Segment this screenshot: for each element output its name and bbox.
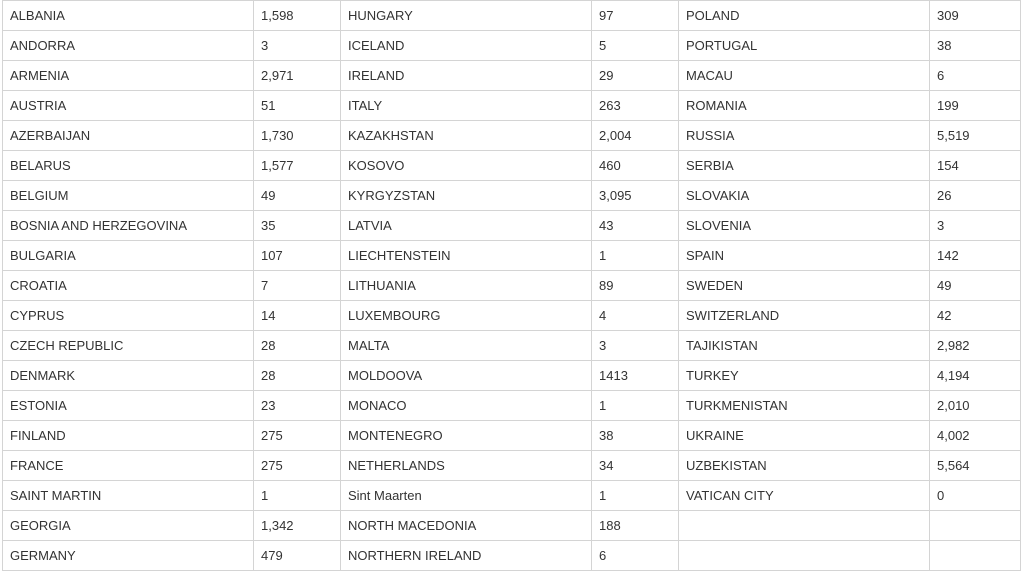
value-cell: 1 [592, 391, 679, 421]
country-cell: BOSNIA AND HERZEGOVINA [3, 211, 254, 241]
value-cell: 23 [254, 391, 341, 421]
value-cell: 38 [930, 31, 1021, 61]
value-cell: 188 [592, 511, 679, 541]
country-cell: IRELAND [341, 61, 592, 91]
country-cell: CYPRUS [3, 301, 254, 331]
table-row [3, 511, 1021, 541]
country-cell: Sint Maarten [341, 481, 592, 511]
country-cell: KAZAKHSTAN [341, 121, 592, 151]
country-cell: MACAU [679, 61, 930, 91]
table-row [3, 151, 1021, 181]
table-row [3, 331, 1021, 361]
table-row [3, 421, 1021, 451]
country-cell: ANDORRA [3, 31, 254, 61]
country-cell: AZERBAIJAN [3, 121, 254, 151]
value-cell: 1 [254, 481, 341, 511]
table-row [3, 121, 1021, 151]
value-cell: 309 [930, 1, 1021, 31]
country-cell: LIECHTENSTEIN [341, 241, 592, 271]
value-cell: 43 [592, 211, 679, 241]
country-cell: TURKEY [679, 361, 930, 391]
country-cell: BELGIUM [3, 181, 254, 211]
country-cell: ALBANIA [3, 1, 254, 31]
table-row [3, 241, 1021, 271]
country-cell: FINLAND [3, 421, 254, 451]
table-row [3, 541, 1021, 571]
table-row [3, 1, 1021, 31]
value-cell: 89 [592, 271, 679, 301]
country-cell: CROATIA [3, 271, 254, 301]
country-cell: CZECH REPUBLIC [3, 331, 254, 361]
value-cell: 28 [254, 361, 341, 391]
table-row [3, 181, 1021, 211]
country-cell: NETHERLANDS [341, 451, 592, 481]
value-cell: 6 [592, 541, 679, 571]
value-cell: 14 [254, 301, 341, 331]
value-cell: 97 [592, 1, 679, 31]
table-row [3, 391, 1021, 421]
value-cell: 29 [592, 61, 679, 91]
country-cell: ESTONIA [3, 391, 254, 421]
value-cell: 49 [930, 271, 1021, 301]
value-cell: 6 [930, 61, 1021, 91]
country-cell: SPAIN [679, 241, 930, 271]
value-cell: 42 [930, 301, 1021, 331]
value-cell: 3 [930, 211, 1021, 241]
value-cell: 2,982 [930, 331, 1021, 361]
country-cell: GERMANY [3, 541, 254, 571]
value-cell: 460 [592, 151, 679, 181]
country-cell: KYRGYZSTAN [341, 181, 592, 211]
value-cell: 275 [254, 421, 341, 451]
country-cell: ICELAND [341, 31, 592, 61]
value-cell: 199 [930, 91, 1021, 121]
value-cell: 5 [592, 31, 679, 61]
country-cell: SAINT MARTIN [3, 481, 254, 511]
country-cell: ARMENIA [3, 61, 254, 91]
table-row [3, 91, 1021, 121]
table-row [3, 31, 1021, 61]
country-cell: FRANCE [3, 451, 254, 481]
value-cell: 2,971 [254, 61, 341, 91]
country-cell: SLOVAKIA [679, 181, 930, 211]
country-cell: UKRAINE [679, 421, 930, 451]
country-cell: LITHUANIA [341, 271, 592, 301]
value-cell: 49 [254, 181, 341, 211]
value-cell: 1413 [592, 361, 679, 391]
country-cell: PORTUGAL [679, 31, 930, 61]
country-cell: KOSOVO [341, 151, 592, 181]
table-row [3, 451, 1021, 481]
value-cell: 2,004 [592, 121, 679, 151]
country-cell: BULGARIA [3, 241, 254, 271]
country-cell: POLAND [679, 1, 930, 31]
country-cell: TURKMENISTAN [679, 391, 930, 421]
value-cell: 7 [254, 271, 341, 301]
value-cell: 1 [592, 241, 679, 271]
country-cell: ITALY [341, 91, 592, 121]
table-row [3, 61, 1021, 91]
country-cell: TAJIKISTAN [679, 331, 930, 361]
value-cell: 3 [254, 31, 341, 61]
value-cell: 3 [592, 331, 679, 361]
value-cell: 51 [254, 91, 341, 121]
value-cell [930, 541, 1021, 571]
country-cell: NORTH MACEDONIA [341, 511, 592, 541]
country-cell: SWEDEN [679, 271, 930, 301]
country-cell: NORTHERN IRELAND [341, 541, 592, 571]
value-cell: 26 [930, 181, 1021, 211]
country-cell: SWITZERLAND [679, 301, 930, 331]
value-cell: 1 [592, 481, 679, 511]
value-cell: 107 [254, 241, 341, 271]
value-cell: 142 [930, 241, 1021, 271]
value-cell: 479 [254, 541, 341, 571]
country-cell: BELARUS [3, 151, 254, 181]
country-cell: UZBEKISTAN [679, 451, 930, 481]
value-cell: 1,730 [254, 121, 341, 151]
value-cell: 0 [930, 481, 1021, 511]
value-cell: 5,519 [930, 121, 1021, 151]
country-cell: SLOVENIA [679, 211, 930, 241]
table-row [3, 361, 1021, 391]
value-cell: 3,095 [592, 181, 679, 211]
country-cell: LUXEMBOURG [341, 301, 592, 331]
country-cell: DENMARK [3, 361, 254, 391]
value-cell: 1,598 [254, 1, 341, 31]
value-cell [930, 511, 1021, 541]
country-cell: AUSTRIA [3, 91, 254, 121]
country-cell: GEORGIA [3, 511, 254, 541]
country-cell: RUSSIA [679, 121, 930, 151]
table-row [3, 211, 1021, 241]
country-cell: MALTA [341, 331, 592, 361]
value-cell: 38 [592, 421, 679, 451]
value-cell: 4,002 [930, 421, 1021, 451]
country-cell: MONTENEGRO [341, 421, 592, 451]
value-cell: 4,194 [930, 361, 1021, 391]
value-cell: 5,564 [930, 451, 1021, 481]
value-cell: 154 [930, 151, 1021, 181]
value-cell: 275 [254, 451, 341, 481]
value-cell: 35 [254, 211, 341, 241]
country-cell: VATICAN CITY [679, 481, 930, 511]
country-cell [679, 511, 930, 541]
value-cell: 28 [254, 331, 341, 361]
value-cell: 263 [592, 91, 679, 121]
value-cell: 34 [592, 451, 679, 481]
country-cell: MONACO [341, 391, 592, 421]
value-cell: 1,342 [254, 511, 341, 541]
value-cell: 1,577 [254, 151, 341, 181]
country-cell [679, 541, 930, 571]
country-cell: LATVIA [341, 211, 592, 241]
table-row [3, 481, 1021, 511]
table-row [3, 301, 1021, 331]
country-cell: MOLDOOVA [341, 361, 592, 391]
country-cell: HUNGARY [341, 1, 592, 31]
country-value-table [2, 0, 1021, 571]
value-cell: 2,010 [930, 391, 1021, 421]
table-row [3, 271, 1021, 301]
table-body [3, 1, 1021, 571]
country-cell: SERBIA [679, 151, 930, 181]
country-cell: ROMANIA [679, 91, 930, 121]
value-cell: 4 [592, 301, 679, 331]
